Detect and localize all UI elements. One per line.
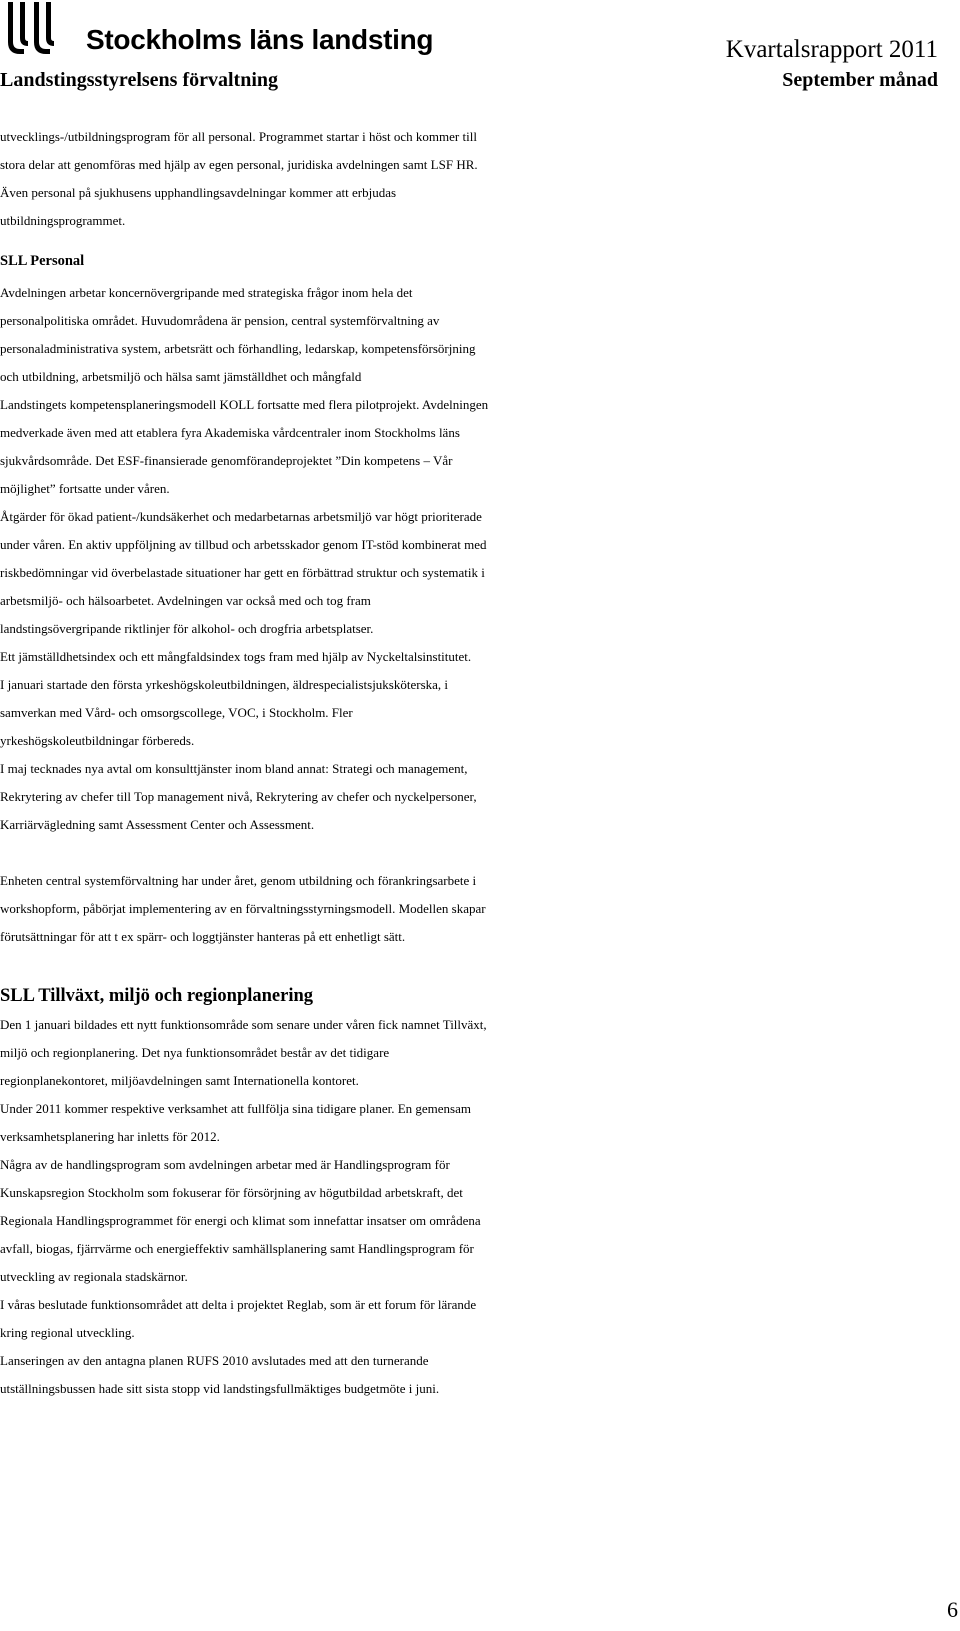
text-line: regionplanekontoret, miljöavdelningen samt Internationella kontoret. xyxy=(0,1073,359,1088)
text-line: förutsättningar för att t ex spärr- och loggtjänster hanteras på ett enhetligt sätt. xyxy=(0,929,406,944)
text-line: Under 2011 kommer respektive verksamhet att fullfölja sina tidigare planer. En gemensam xyxy=(0,1101,471,1116)
text-line: utställningsbussen hade sitt sista stopp vid landstingsfullmäktiges budgetmöte i juni. xyxy=(0,1381,440,1396)
text-line: Den 1 januari bildades ett nytt funktionsområde som senare under våren fick namnet Tillväxt, xyxy=(0,1017,487,1032)
report-title: Kvartalsrapport 2011 xyxy=(725,36,938,63)
text-line: stora delar att genomföras med hjälp av egen personal, juridiska avdelningen samt LSF HR. xyxy=(0,157,478,172)
paragraph xyxy=(0,123,958,235)
text-line: medverkade även med att etablera fyra Akademiska vårdcentraler inom Stockholms läns xyxy=(0,425,460,440)
text-line: Enheten central systemförvaltning har under året, genom utbildning och förankringsarbete i xyxy=(0,873,477,888)
paragraph xyxy=(0,279,958,839)
text-line: personaladministrativa system, arbetsrätt och förhandling, ledarskap, kompetensförsörjning xyxy=(0,341,476,356)
section-heading: SLL Tillväxt, miljö och regionplanering xyxy=(0,986,314,1006)
text-line: Ett jämställdhetsindex och ett mångfaldsindex togs fram med hjälp av Nyckeltalsinstitutet. xyxy=(0,649,472,664)
text-line: Avdelningen arbetar koncernövergripande med strategiska frågor inom hela det xyxy=(0,285,413,300)
paragraph xyxy=(0,867,958,951)
text-line: avfall, biogas, fjärrvärme och energieffektiv samhällsplanering samt Handlingsprogram för xyxy=(0,1241,474,1256)
text-line: yrkeshögskoleutbildningar förbereds. xyxy=(0,733,195,748)
logo-wordmark: Stockholms läns landsting xyxy=(86,24,434,55)
organization-name: Landstingsstyrelsens förvaltning xyxy=(0,69,279,91)
text-line: möjlighet” fortsatte under våren. xyxy=(0,481,170,496)
text-line: I maj tecknades nya avtal om konsulttjänster inom bland annat: Strategi och management, xyxy=(0,761,468,776)
sll-logo xyxy=(4,2,444,58)
text-line: Några av de handlingsprogram som avdelningen arbetar med är Handlingsprogram för xyxy=(0,1157,450,1172)
sll-logo-mark-icon xyxy=(4,2,76,58)
text-line: Landstingets kompetensplaneringsmodell KOLL fortsatte med flera pilotprojekt. Avdelningen xyxy=(0,397,489,412)
page-number: 6 xyxy=(947,1597,958,1622)
text-line: personalpolitiska området. Huvudområdena är pension, central systemförvaltning av xyxy=(0,313,440,328)
text-line: sjukvårdsområde. Det ESF-finansierade genomförandeprojektet ”Din kompetens – Vår xyxy=(0,453,453,468)
text-line: Kunskapsregion Stockholm som fokuserar för försörjning av högutbildad arbetskraft, det xyxy=(0,1185,463,1200)
text-line: riskbedömningar vid överbelastade situationer har gett en förbättrad struktur och systematik i xyxy=(0,565,485,580)
text-line: workshopform, påbörjat implementering av en förvaltningsstyrningsmodell. Modellen skapar xyxy=(0,901,486,916)
text-line: Karriärvägledning samt Assessment Center och Assessment. xyxy=(0,817,315,832)
text-line: Lanseringen av den antagna planen RUFS 2010 avslutades med att den turnerande xyxy=(0,1353,429,1368)
page-header xyxy=(0,0,960,100)
text-line: I våras beslutade funktionsområdet att delta i projektet Reglab, som är ett forum för lärande xyxy=(0,1297,477,1312)
text-line: Åtgärder för ökad patient-/kundsäkerhet och medarbetarnas arbetsmiljö var högt prioriterade xyxy=(0,509,482,524)
document-body xyxy=(0,123,958,1403)
text-line: utbildningsprogrammet. xyxy=(0,213,126,228)
text-line: landstingsövergripande riktlinjer för alkohol- och drogfria arbetsplatser. xyxy=(0,621,374,636)
text-line: Regionala Handlingsprogrammet för energi och klimat som innefattar insatser om områdena xyxy=(0,1213,481,1228)
text-line: verksamhetsplanering har inletts för 2012. xyxy=(0,1129,220,1144)
paragraph xyxy=(0,1011,958,1403)
text-line: miljö och regionplanering. Det nya funktionsområdet består av det tidigare xyxy=(0,1045,390,1060)
text-line: och utbildning, arbetsmiljö och hälsa samt jämställdhet och mångfald xyxy=(0,369,362,384)
text-line: under våren. En aktiv uppföljning av tillbud och arbetsskador genom IT-stöd kombinerat med xyxy=(0,537,487,552)
text-line: Även personal på sjukhusens upphandlingsavdelningar kommer att erbjudas xyxy=(0,185,397,200)
text-line: Rekrytering av chefer till Top management nivå, Rekrytering av chefer och nyckelpersoner, xyxy=(0,789,477,804)
section-heading: SLL Personal xyxy=(0,253,85,269)
text-line: I januari startade den första yrkeshögskoleutbildningen, äldrespecialistsjuksköterska, i xyxy=(0,677,449,692)
text-line: kring regional utveckling. xyxy=(0,1325,135,1340)
text-line: samverkan med Vård- och omsorgscollege, VOC, i Stockholm. Fler xyxy=(0,705,353,720)
report-month: September månad xyxy=(782,69,938,91)
text-line: utvecklings-/utbildningsprogram för all personal. Programmet startar i höst och kommer till xyxy=(0,129,477,144)
paragraph-gap xyxy=(0,839,958,867)
text-line: utveckling av regionala stadskärnor. xyxy=(0,1269,188,1284)
text-line: arbetsmiljö- och hälsoarbetet. Avdelningen var också med och tog fram xyxy=(0,593,371,608)
